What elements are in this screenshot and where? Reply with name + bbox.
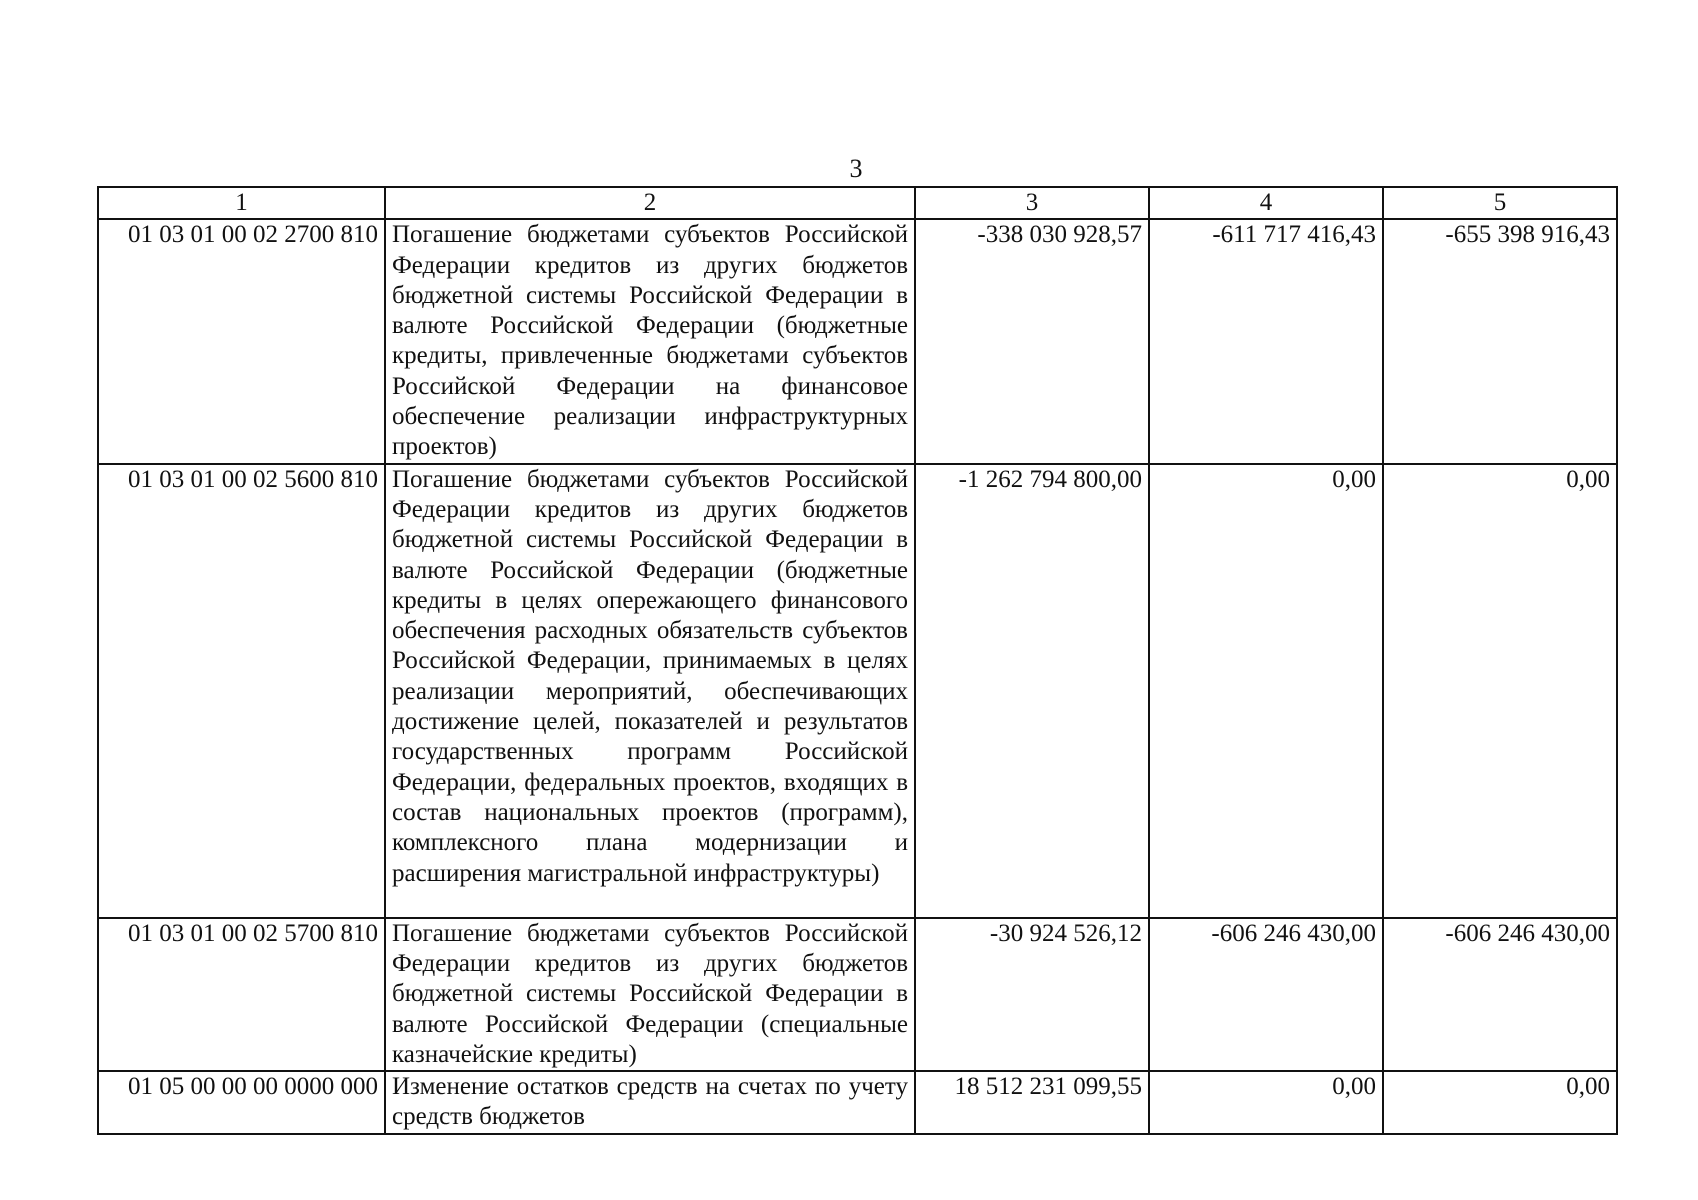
amount-col3-cell: -30 924 526,12 — [915, 918, 1149, 1071]
description-cell: Погашение бюджетами субъектов Российской Федерации кредитов из других бюджетов бюджетной системы Российской Федерации в валюте Российской Федерации (бюджетные кредиты, привлеченные бюджетами субъектов Российской Федерации на финансовое обеспечение реализации инфраструктурных проектов) — [385, 219, 915, 463]
amount-col3-cell: -338 030 928,57 — [915, 219, 1149, 463]
column-header-3: 3 — [915, 187, 1149, 219]
amount-col5-cell: -606 246 430,00 — [1383, 918, 1617, 1071]
amount-col5-cell: 0,00 — [1383, 464, 1617, 918]
budget-code-cell: 01 03 01 00 02 5700 810 — [98, 918, 385, 1071]
column-header-5: 5 — [1383, 187, 1617, 219]
budget-code-cell: 01 05 00 00 00 0000 000 — [98, 1071, 385, 1134]
amount-col3-cell: -1 262 794 800,00 — [915, 464, 1149, 918]
column-header-2: 2 — [385, 187, 915, 219]
column-number-header-row — [98, 187, 1617, 219]
page-number: 3 — [849, 154, 863, 183]
description-cell: Погашение бюджетами субъектов Российской Федерации кредитов из других бюджетов бюджетной системы Российской Федерации в валюте Российской Федерации (бюджетные кредиты в целях опережающего финансового обеспечения расходных обязательств субъектов Российской Федерации, принимаемых в целях реализации мероприятий, обеспечивающих достижение целей, показателей и результатов государственных программ Российской Федерации, федеральных проектов, входящих в состав национальных проектов (программ), комплексного плана модернизации и расширения магистральной инфраструктуры) — [385, 464, 915, 918]
table-row — [98, 219, 1617, 463]
table-row — [98, 1071, 1617, 1134]
amount-col4-cell: -606 246 430,00 — [1149, 918, 1383, 1071]
description-cell: Изменение остатков средств на счетах по учету средств бюджетов — [385, 1071, 915, 1134]
budget-code-cell: 01 03 01 00 02 5600 810 — [98, 464, 385, 918]
budget-sources-table — [97, 186, 1618, 1135]
amount-col4-cell: -611 717 416,43 — [1149, 219, 1383, 463]
amount-col4-cell: 0,00 — [1149, 1071, 1383, 1134]
column-header-1: 1 — [98, 187, 385, 219]
amount-col5-cell: -655 398 916,43 — [1383, 219, 1617, 463]
amount-col4-cell: 0,00 — [1149, 464, 1383, 918]
amount-col5-cell: 0,00 — [1383, 1071, 1617, 1134]
amount-col3-cell: 18 512 231 099,55 — [915, 1071, 1149, 1134]
table-row — [98, 918, 1617, 1071]
table-row — [98, 464, 1617, 918]
description-cell: Погашение бюджетами субъектов Российской Федерации кредитов из других бюджетов бюджетной системы Российской Федерации в валюте Российской Федерации (специальные казначейские кредиты) — [385, 918, 915, 1071]
budget-code-cell: 01 03 01 00 02 2700 810 — [98, 219, 385, 463]
column-header-4: 4 — [1149, 187, 1383, 219]
